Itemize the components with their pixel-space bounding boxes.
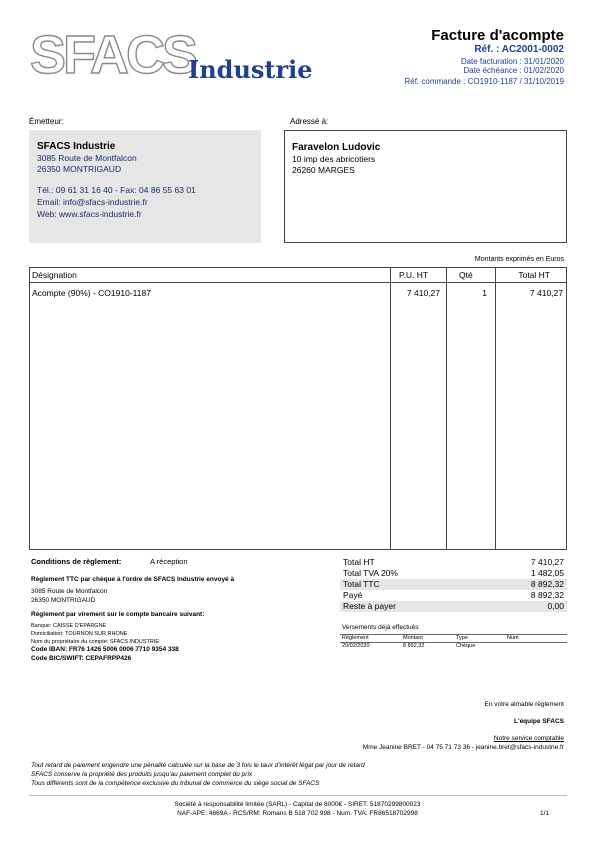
total-ttc-row <box>340 579 567 590</box>
total-tva-row <box>340 568 567 579</box>
legal-line-1: Tout retard de paiement engendre une pénalité calculée sur la base de 3 fois le taux d'intérêt légal par jour de retard <box>31 762 365 769</box>
closing-contact: Mme Jeanine BRET - 04 75 71 73 36 - jeanine.bret@sfacs-industrie.fr <box>362 744 564 751</box>
total-ttc-value: 8 892,32 <box>530 579 564 589</box>
header-pu: P.U. HT <box>399 270 429 280</box>
conditions-value: A réception <box>150 557 188 566</box>
date-facturation: Date facturation : 31/01/2020 <box>460 57 564 66</box>
header-qte: Qté <box>459 270 473 280</box>
document-ref: Réf. : AC2001-0002 <box>474 44 564 55</box>
row-qte: 1 <box>482 288 487 298</box>
vers-reglement: 20/02/2020 <box>342 643 370 649</box>
total-ttc-label: Total TTC <box>343 579 380 589</box>
cheque-addr1: 3085 Route de Montfalcon <box>31 588 108 595</box>
header-total: Total HT <box>518 270 550 280</box>
ref-commande: Réf. commande : CO1910-1187 / 31/10/2019 <box>404 77 564 86</box>
logo-sfacs: SFACS <box>30 25 196 85</box>
emetteur-addr1: 3085 Route de Montfalcon <box>37 153 137 163</box>
total-tva-value: 1 482,05 <box>530 568 564 578</box>
adresse-box <box>284 130 567 243</box>
header-designation: Désignation <box>32 270 77 280</box>
date-echeance: Date échéance : 01/02/2020 <box>463 66 564 75</box>
emetteur-web: Web: www.sfacs-industrie.fr <box>37 209 142 219</box>
emetteur-tel: Tél.: 09 61 31 16 40 - Fax: 04 86 55 63 01 <box>37 185 196 195</box>
vers-h-type: Type <box>456 635 468 641</box>
footer-line-2: NAF-APE: 4669A - RCS/RM: Romans B 518 702 998 - Num. TVA: FR86518702998 <box>177 810 418 817</box>
reste-row <box>340 601 567 612</box>
banque: Banque: CAISSE D'EPARGNE <box>31 623 107 629</box>
logo-industrie: Industrie <box>188 55 313 84</box>
adresse-name: Faravelon Ludovic <box>292 142 381 153</box>
montants-note: Montants exprimés en Euros <box>474 256 564 263</box>
emetteur-name: SFACS Industrie <box>37 141 116 152</box>
virement-title: Règlement par virement sur le compte bancaire suivant: <box>31 611 205 618</box>
proprietaire: Nom du propriétaire du compte: SFACS INDUSTRIE <box>31 639 160 645</box>
paye-label: Payé <box>343 590 363 600</box>
cheque-addr2: 26350 MONTRIGAUD <box>31 597 96 604</box>
footer-line-1: Société à responsabilité limitée (SARL) - Capital de 8000€ - SIRET: 51870299800023 <box>174 801 421 808</box>
legal-line-2: SFACS conserve la propriété des produits jusqu'au paiement complet du prix <box>31 771 253 778</box>
reste-value: 0,00 <box>547 601 564 611</box>
adresse-addr2: 26260 MARGES <box>292 165 355 175</box>
total-tva-label: Total TVA 20% <box>343 568 398 578</box>
emetteur-label: Émetteur: <box>29 117 64 126</box>
vers-montant: 8 892,32 <box>403 643 425 649</box>
total-ht-value: 7 410,27 <box>530 557 564 567</box>
closing-service: Notre service comptable <box>493 735 564 742</box>
vers-h-reglement: Règlement <box>342 635 369 641</box>
total-ht-label: Total HT <box>343 557 375 567</box>
closing-greeting: En votre aimable règlement <box>484 701 564 708</box>
vers-h-montant: Montant <box>403 635 423 641</box>
reste-label: Reste à payer <box>343 601 396 611</box>
emetteur-box <box>29 130 261 243</box>
domiciliation: Domiciliation: TOURNON SUR RHONE <box>31 631 128 637</box>
page-number: 1/1 <box>539 810 549 817</box>
total-ht-row <box>340 557 567 568</box>
emetteur-email: Email: info@sfacs-industrie.fr <box>37 197 148 207</box>
conditions-label: Conditions de règlement: <box>31 557 122 566</box>
versements-title: Versements déjà effectués <box>342 624 419 631</box>
vers-type: Chèque <box>456 643 476 649</box>
closing-team: L'équipe SFACS <box>514 718 564 725</box>
adresse-label: Adressé à: <box>290 117 329 126</box>
row-pu: 7 410,27 <box>406 288 440 298</box>
cheque-title: Règlement TTC par chèque à l'ordre de SFACS Industrie envoyé à <box>31 576 235 583</box>
legal-line-3: Tous différents sont de la compétence exclusive du tribunal de commerce du siège social de SFACS <box>31 780 320 787</box>
document-title: Facture d'acompte <box>431 27 564 44</box>
bic: Code BIC/SWIFT: CEPAFRPP426 <box>31 655 132 662</box>
items-table <box>29 267 567 550</box>
emetteur-addr2: 26350 MONTRIGAUD <box>37 164 122 174</box>
row-designation: Acompte (90%) - CO1910-1187 <box>32 288 151 298</box>
paye-value: 8 892,32 <box>530 590 564 600</box>
row-total: 7 410,27 <box>529 288 563 298</box>
paye-row <box>340 590 567 601</box>
adresse-addr1: 10 imp des abricotiers <box>292 154 376 164</box>
iban: Code IBAN: FR76 1426 5006 0006 7710 9354 338 <box>31 646 179 653</box>
vers-h-num: Num <box>507 635 519 641</box>
